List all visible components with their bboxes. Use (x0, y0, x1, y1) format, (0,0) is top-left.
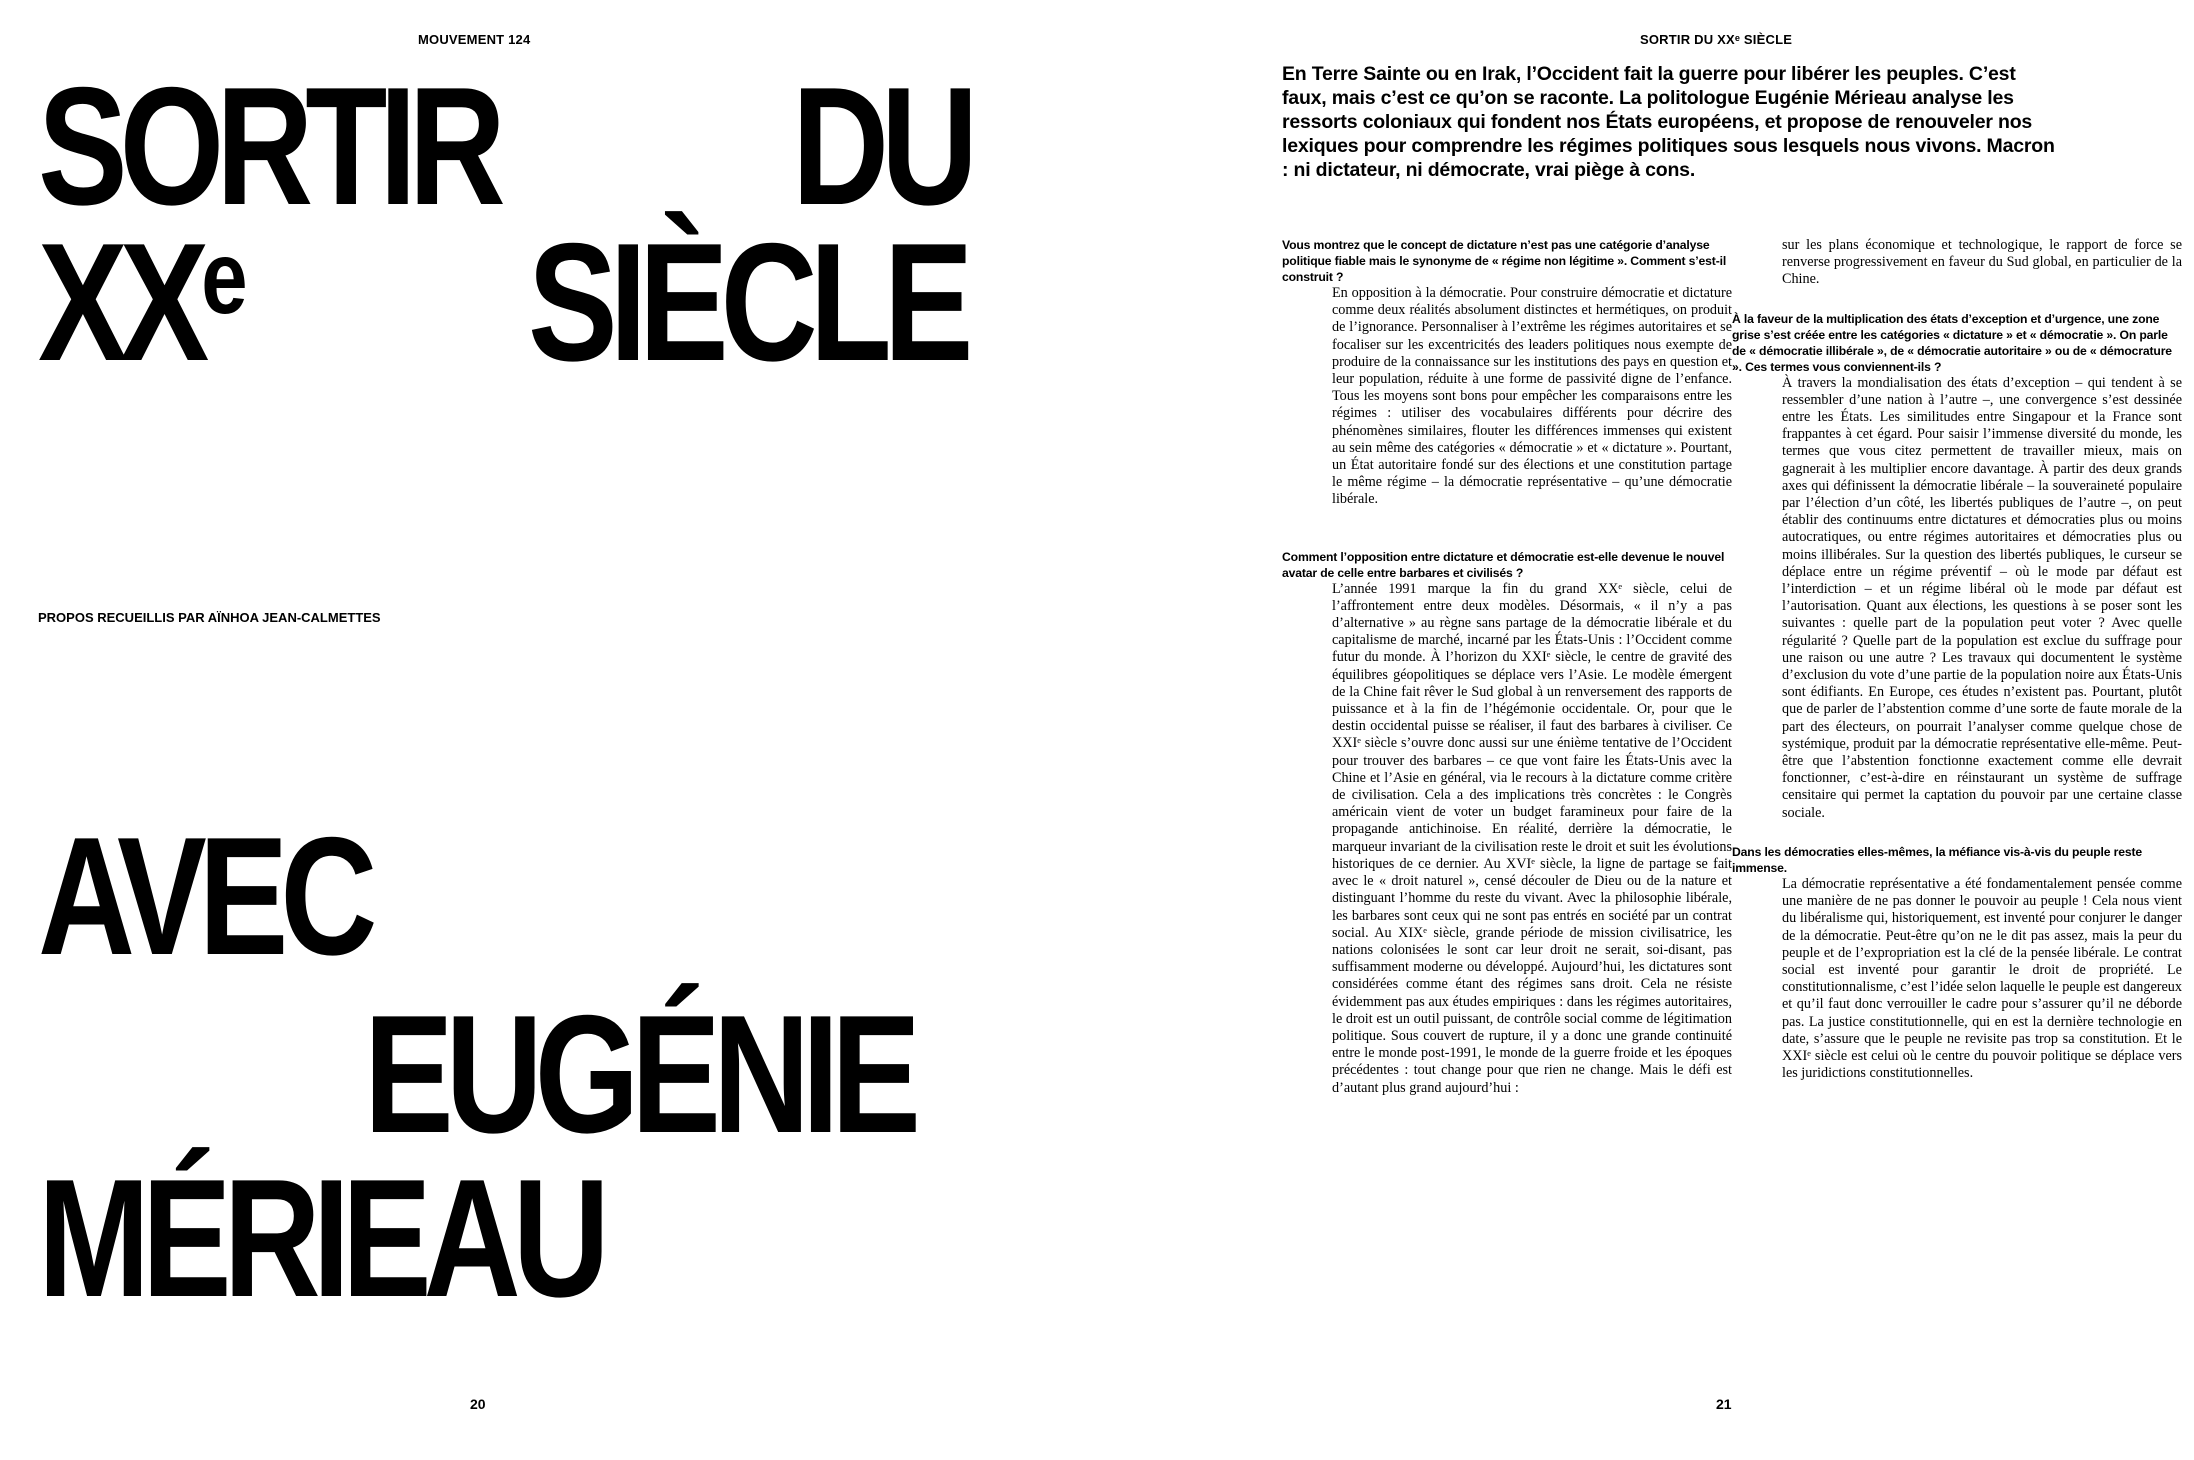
running-head-right-text: SORTIR DU XX (1640, 32, 1735, 47)
title-word-xxe (38, 208, 243, 396)
subtitle-avec: AVEC (38, 802, 370, 990)
question-3: À la faveur de la multiplication des états d’exception et d’urgence, une zone grise s’est créée entre les catégories « dictature » et « démocratie ». On parle de « démocratie illibérale », de « démocratie autoritaire » ou de « démocrature ». Ces termes vous conviennent-ils ? (1732, 311, 2172, 374)
page-number-left: 20 (470, 1396, 486, 1412)
running-head-left: MOUVEMENT 124 (418, 32, 531, 47)
answer-3: À travers la mondialisation des états d’exception – qui tendent à se ressembler d’une nation à l’autre –, une convergence s’est dessinée entre les États. Les similitudes entre Singapour et la France sont frappantes à cet égard. Pour saisir l’immense diversité du monde, les termes que vous citez permettent de travailler mieux, mais on gagnerait à les multiplier encore davantage. À partir des deux grands axes qui définissent la démocratie libérale – la souveraineté populaire par l’élection d’un côté, les libertés publiques de l’autre –, on peut établir des continuums entre dictatures et démocraties plus ou moins autocratiques, ou entre régimes autoritaires et démocraties plus ou moins illibérales. Sur la question des libertés publiques, le curseur se déplace entre un régime préventif – où le mode par défaut est l’interdiction – et un régime libéral où le mode par défaut est l’autorisation. Quant aux élections, les questions à se poser sont les suivantes : quelle part de la population peut voter ? Avec quelle régularité ? Quelle part de la population est exclue du suffrage pour une raison ou une autre ? Les travaux qui documentent le système d’exclusion du vote d’une partie de la population noire aux États-Unis sont édifiants. En Europe, ces études n’existent pas. Pourtant, plutôt que de parler de l’abstention comme d’une sorte de faute morale de la part des électeurs, on pourrait l’analyser comme quelque chose de systémique, produit par la démocratie représentative elle-même. Peut-être que l’abstention fonctionne exactement comme elle devrait fonctionner, c’est-à-dire en réinstaurant un système de suffrage censitaire qui permet la captation du pouvoir par une certaine classe sociale. (1782, 374, 2182, 821)
answer-2-continued: sur les plans économique et technologique, le rapport de force se renverse progressivement en faveur du Sud global, en particulier de la Chine. (1782, 237, 2182, 288)
question-4: Dans les démocraties elles-mêmes, la méfiance vis-à-vis du peuple reste immense. (1732, 844, 2143, 875)
running-head-right (1640, 32, 1792, 47)
title-word-du: DU (792, 52, 971, 240)
question-1: Vous montrez que le concept de dictature n’est pas une catégorie d’analyse politique fiable mais le synonyme de « régime non légitime ». Comment s’est-il construit ? (1282, 238, 1727, 284)
running-head-right-end: SIÈCLE (1740, 32, 1793, 47)
interview-credit: PROPOS RECUEILLIS PAR AÏNHOA JEAN-CALMETTES (38, 610, 381, 625)
answer-1: En opposition à la démocratie. Pour construire démocratie et dictature comme deux réalités absolument distinctes et hermétiques, on produit de l’ignorance. Personnaliser à l’extrême les régimes autoritaires et se focaliser sur les excentricités des leaders politiques nous exempte de produire de la connaissance sur les institutions des pays en question et leur population, réduite à une forme de passivité digne de l’enfance. Tous les moyens sont bons pour empêcher les comparaisons entre les régimes : utiliser des vocabulaires différents pour décrire des phénomènes similaires, flouter les différences immenses qui existent au sein même des catégories « démocratie » et « dictature ». Pourtant, un État autoritaire fondé sur des élections et une constitution partage le même régime – la démocratie représentative – qu’une démocratie libérale. (1332, 285, 1732, 508)
subtitle-eugenie: EUGÉNIE (364, 980, 913, 1168)
title-word-sortir: SORTIR (38, 52, 498, 240)
intro-chapeau: En Terre Sainte ou en Irak, l’Occident fait la guerre pour libérer les peuples. C’est faux, mais c’est ce qu’on se raconte. La politologue Eugénie Mérieau analyse les ressorts coloniaux qui fondent nos États européens, et propose de renouveler nos lexiques pour comprendre les régimes politiques sous lesquels nous vivons. Macron : ni dictateur, ni démocrate, vrai piège à cons. (1282, 63, 2055, 181)
page-number-right: 21 (1716, 1396, 1732, 1412)
column-right (1732, 237, 2182, 1082)
answer-4: La démocratie représentative a été fondamentalement pensée comme une manière de ne pas donner le pouvoir au peuple ! Cela nous vient du libéralisme qui, historiquement, est inventé pour conjurer le danger de la démocratie. Peut-être qu’on ne le dit pas assez, mais la peur du peuple et de l’expropriation est la clé de la pensée libérale. Le contrat social est inventé pour garantir le droit de propriété. Le constitutionnalisme, c’est l’idée selon laquelle le peuple est dangereux et qu’il faut donc verrouiller le cadre pour s’assurer qu’il ne déborde pas. La justice constitutionnelle, qui en est la dernière technologie en date, s’assure que le peuple ne revisite pas trop sa constitution. Et le XXIᵉ siècle est celui où le centre du pouvoir politique se déplace vers les juridictions constitutionnelles. (1782, 875, 2182, 1082)
running-head-right-sup: e (1734, 32, 1741, 43)
subtitle-merieau: MÉRIEAU (38, 1144, 602, 1332)
question-2: Comment l’opposition entre dictature et démocratie est-elle devenue le nouvel avatar de celle entre barbares et civilisés ? (1282, 549, 1725, 580)
title-xx: XX (38, 208, 202, 396)
title-word-siecle: SIÈCLE (528, 208, 966, 396)
column-left (1282, 237, 1732, 1097)
title-xx-sup: e (201, 220, 243, 337)
answer-2: L’année 1991 marque la fin du grand XXᵉ siècle, celui de l’affrontement entre deux modèles. Désormais, « il n’y a pas d’alternative » au règne sans partage de la démocratie libérale et du capitalisme de marché, incarné par les États-Unis : l’Occident comme futur du monde. À l’horizon du XXIᵉ siècle, le centre de gravité des équilibres géopolitiques se déplace vers l’Asie. Le modèle émergent de la Chine fait rêver le Sud global à un renversement des rapports de puissance et à la fin de l’hégémonie occidentale. Or, pour que le destin occidental puisse se réaliser, il faut des barbares à civiliser. Ce XXIᵉ siècle s’ouvre donc aussi sur une énième tentative de l’Occident pour trouver des barbares – ce que vont faire les États-Unis avec la Chine et l’Asie en général, via le recours à la dictature comme critère de civilisation. Cela a des implications très concrètes : le Congrès américain vient de voter un budget faramineux pour faire de la propagande antichinoise. En réalité, derrière la démocratie, le marqueur invariant de la civilisation reste le droit et suit les évolutions historiques de ce dernier. Au XVIᵉ siècle, la ligne de partage se fait avec le « droit naturel », censé découler de Dieu ou de la nature et distinguant l’homme du reste du vivant. Avec la philosophie libérale, les barbares sont ceux qui ne sont pas entrés en société par un contrat social. Au XIXᵉ siècle, grande période de mission civilisatrice, les nations colonisées le sont car leur droit ne serait, soi-disant, pas suffisamment moderne ou développé. Aujourd’hui, les dictatures sont considérées comme étant des régimes sans droit. Cela ne résiste évidemment pas aux études empiriques : dans les régimes autoritaires, le droit est un outil puissant, de contrôle social comme de légitimation politique. Sous couvert de rupture, il y a donc une grande continuité entre le monde post-1991, le monde de la guerre froide et les époques précédentes : tout change pour que rien ne change. Mais le défi est d’autant plus grand aujourd’hui : (1332, 580, 1732, 1096)
